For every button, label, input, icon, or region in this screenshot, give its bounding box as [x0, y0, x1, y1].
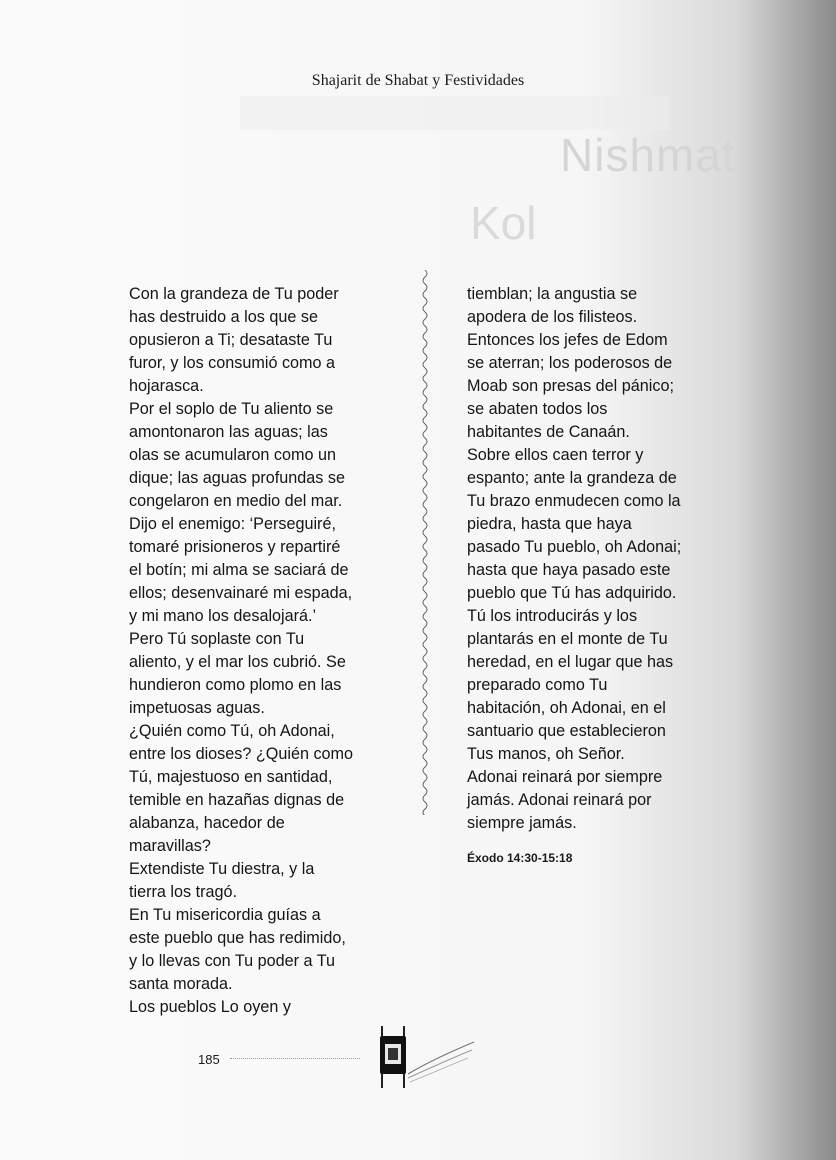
text-line: piedra, hasta que haya [467, 515, 632, 533]
text-line: Tu brazo enmudecen como la [467, 492, 681, 510]
text-line: preparado como Tu [467, 676, 608, 694]
text-line: tierra los tragó. [129, 883, 237, 901]
text-line: amontonaron las aguas; las [129, 423, 328, 441]
page-header-title: Shajarit de Shabat y Festividades [311, 72, 525, 89]
text-line: Entonces los jefes de Edom [467, 331, 668, 349]
text-line: hasta que haya pasado este [467, 561, 671, 579]
text-line: maravillas? [129, 837, 211, 855]
text-line: el botín; mi alma se saciará de [129, 561, 349, 579]
text-line: Con la grandeza de Tu poder [129, 285, 339, 303]
text-line: se abaten todos los [467, 400, 608, 418]
text-line: tiemblan; la angustia se [467, 285, 638, 303]
text-line: plantarás en el monte de Tu [467, 630, 668, 648]
text-line: Extendiste Tu diestra, y la [129, 860, 315, 878]
text-line: opusieron a Ti; desataste Tu [129, 331, 333, 349]
footer-dotted-rule [230, 1058, 360, 1059]
text-line: hojarasca. [129, 377, 204, 395]
page-number: 185 [198, 1052, 220, 1067]
text-line: impetuosas aguas. [129, 699, 265, 717]
source-citation: Éxodo 14:30-15:18 [467, 851, 573, 865]
text-line: Sobre ellos caen terror y [467, 446, 644, 464]
text-line: y lo llevas con Tu poder a Tu [129, 952, 336, 970]
text-line: Dijo el enemigo: ‘Perseguiré, [129, 515, 336, 533]
text-line: olas se acumularon como un [129, 446, 336, 464]
text-line: Tú los introducirás y los [467, 607, 638, 625]
text-line: Tus manos, oh Señor. [467, 745, 625, 763]
text-line: siempre jamás. [467, 814, 577, 832]
text-line: espanto; ante la grandeza de [467, 469, 677, 487]
text-line: En Tu misericordia guías a [129, 906, 321, 924]
text-line: santa morada. [129, 975, 233, 993]
text-line: habitación, oh Adonai, en el [467, 699, 666, 717]
text-line: Los pueblos Lo oyen y [129, 998, 291, 1016]
text-line: dique; las aguas profundas se [129, 469, 345, 487]
text-line: alabanza, hacedor de [129, 814, 285, 832]
text-line: Pero Tú soplaste con Tu [129, 630, 305, 648]
text-line: Adonai reinará por siempre [467, 768, 663, 786]
text-line: se aterran; los poderosos de [467, 354, 673, 372]
text-line: Por el soplo de Tu aliento se [129, 400, 334, 418]
text-line: ellos; desenvainaré mi espada, [129, 584, 353, 602]
text-line: has destruido a los que se [129, 308, 318, 326]
text-line: ¿Quién como Tú, oh Adonai, [129, 722, 335, 740]
text-line: Tú, majestuoso en santidad, [129, 768, 333, 786]
text-line: y mi mano los desalojará.’ [129, 607, 317, 625]
text-line: Moab son presas del pánico; [467, 377, 674, 395]
text-line: este pueblo que has redimido, [129, 929, 346, 947]
text-line: santuario que establecieron [467, 722, 666, 740]
text-line: jamás. Adonai reinará por [467, 791, 652, 809]
text-line: pasado Tu pueblo, oh Adonai; [467, 538, 682, 556]
bleed-through-subtitle: Kol [470, 197, 537, 249]
text-line: furor, y los consumió como a [129, 354, 336, 372]
left-text-column [129, 283, 391, 1019]
right-text-column [467, 283, 727, 835]
text-line: heredad, en el lugar que has [467, 653, 674, 671]
text-line: aliento, y el mar los cubrió. Se [129, 653, 346, 671]
text-line: entre los dioses? ¿Quién como [129, 745, 354, 763]
text-line: pueblo que Tú has adquirido. [467, 584, 677, 602]
text-line: hundieron como plomo en las [129, 676, 342, 694]
text-line: habitantes de Canaán. [467, 423, 630, 441]
text-line: tomaré prisioneros y repartiré [129, 538, 341, 556]
wavy-divider-icon [419, 270, 431, 815]
text-line: apodera de los filisteos. [467, 308, 638, 326]
header-band [240, 96, 670, 130]
text-line: congelaron en medio del mar. [129, 492, 343, 510]
shofar-flag-logo-icon [368, 1022, 478, 1092]
text-line: temible en hazañas dignas de [129, 791, 345, 809]
bleed-through-title: Nishmat [560, 129, 736, 181]
